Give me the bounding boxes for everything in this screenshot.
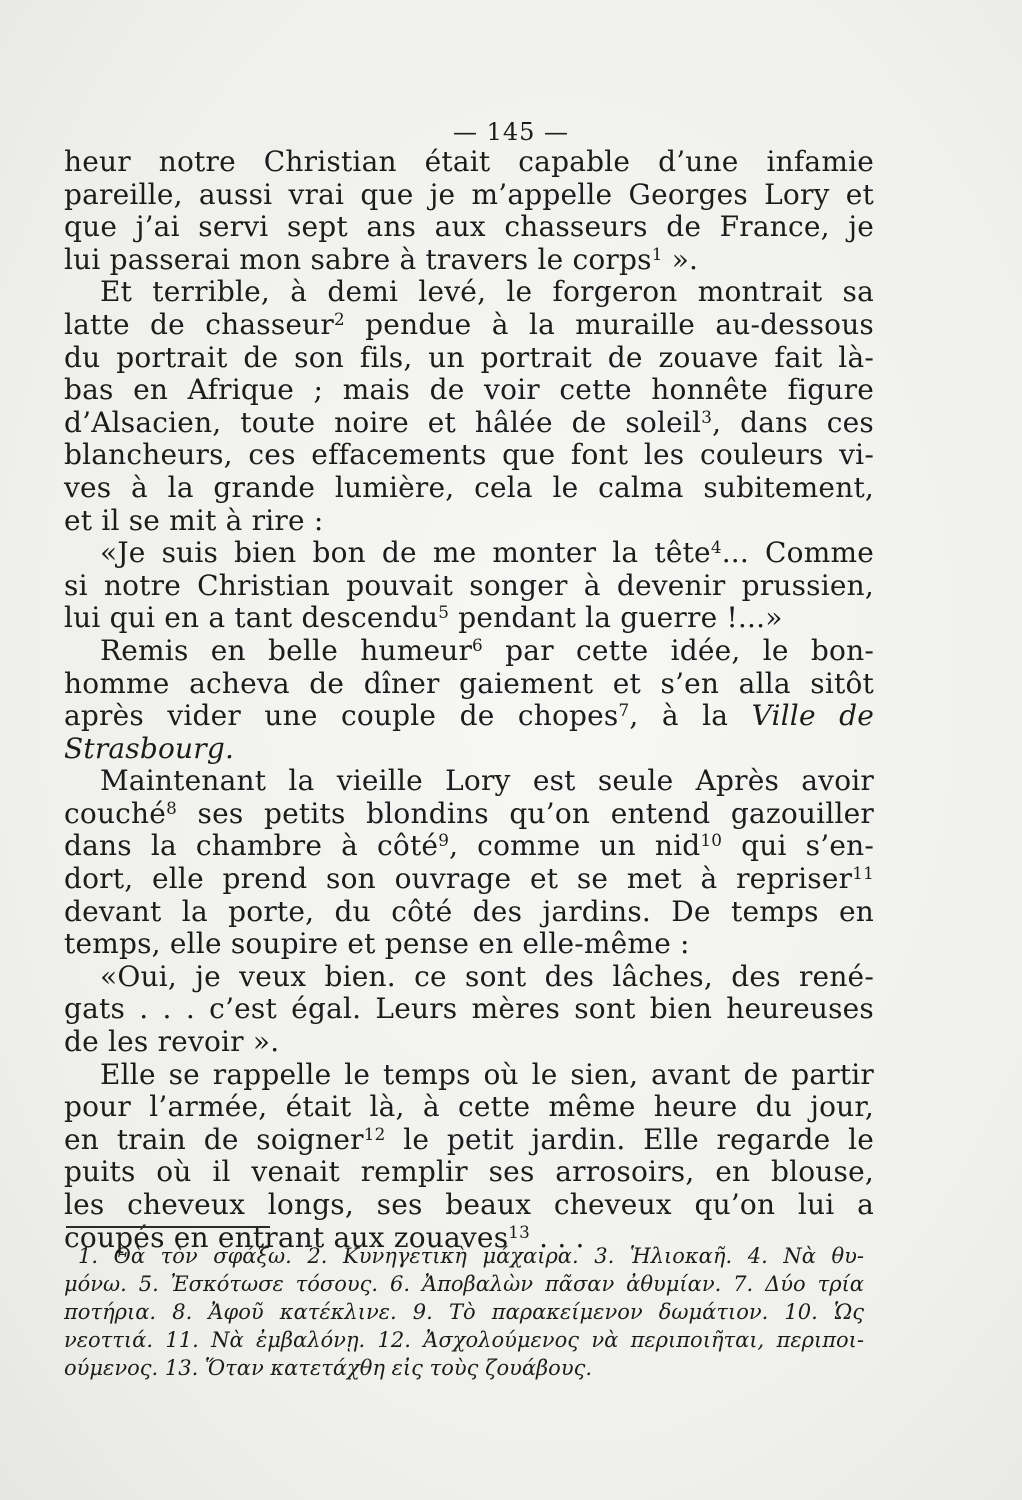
text-line: Remis en belle humeur$^6$ par cette idée, le bon- — [100, 633, 874, 667]
text-line: Elle se rappelle le temps où le sien, avant de partir — [100, 1057, 874, 1091]
text-line: couché$^8$ ses petits blondins qu’on entend gazouiller — [64, 796, 874, 830]
text-line: homme acheva de dîner gaiement et s’en alla sitôt — [64, 666, 874, 700]
text-line: gats . . . c’est égal. Leurs mères sont bien heureuses — [64, 992, 874, 1026]
footnote-line: ποτήρια. 8. Ἀφοῦ κατέκλινε. 9. Τὸ παρακείμενον δωμάτιον. 10. Ὡς — [64, 1300, 864, 1324]
footnotes — [64, 1242, 864, 1382]
text-line: lui passerai mon sabre à travers le corps$^1$ ». — [64, 242, 699, 276]
page-number: — 145 — — [452, 118, 570, 146]
text-line: du portrait de son fils, un portrait de zouave fait là- — [64, 340, 874, 374]
footnote-ref: 4 — [710, 536, 722, 557]
text-line: Maintenant la vieille Lory est seule Après avoir — [100, 764, 874, 798]
text-line: après vider une couple de chopes$^7$, à la Ville de — [64, 699, 874, 733]
footnote-ref: 9 — [438, 830, 450, 851]
footnote-ref: 7 — [618, 699, 630, 720]
text-line: les cheveux longs, ses beaux cheveux qu’on lui a — [64, 1188, 874, 1221]
text-line: heur notre Christian était capable d’une infamie — [64, 145, 874, 178]
footnote-line: νεοττιά. 11. Νὰ ἐμβαλόνῃ. 12. Ἀσχολούμενος νὰ περιποιῆται, περιποι- — [64, 1328, 864, 1352]
footnote-ref: 2 — [333, 308, 345, 329]
footnote-ref: 8 — [166, 797, 177, 818]
text-line: dort, elle prend son ouvrage et se met à repriser$^{11}$ — [64, 862, 874, 896]
text-line: en train de soigner$^{12}$ le petit jardin. Elle regarde le — [64, 1122, 875, 1156]
footnote-ref: 3 — [701, 406, 713, 427]
text-line: et il se mit à rire : — [64, 503, 324, 537]
text-line: Et terrible, à demi levé, le forgeron montrait sa — [100, 275, 874, 309]
footnote-divider — [66, 1226, 270, 1228]
text-line: de les revoir ». — [64, 1025, 280, 1059]
text-line: lui qui en a tant descendu$^5$ pendant la guerre !...» — [64, 601, 783, 635]
text-line: temps, elle soupire et pense en elle-même : — [64, 927, 690, 961]
text-line: Strasbourg. — [64, 731, 235, 765]
footnote-line: 1. Θὰ τὸν σφάξω. 2. Κυνηγετικὴ μάχαιρα. 3. Ἡλιοκαῆ. 4. Νὰ θυ- — [78, 1244, 864, 1268]
text-line: coupés en entrant aux zouaves$^{13}$ . . . — [64, 1220, 585, 1254]
footnote-ref: 10 — [700, 830, 723, 851]
footnote-line: μόνω. 5. Ἐσκότωσε τόσους. 6. Ἀποβαλὼν πᾶσαν ἀθυμίαν. 7. Δύο τρία — [64, 1272, 864, 1296]
footnote-ref: 12 — [363, 1123, 386, 1144]
footnote-ref: 11 — [852, 862, 874, 883]
footnote-ref: 13 — [508, 1221, 531, 1242]
text-line: ves à la grande lumière, cela le calma subitement, — [64, 470, 874, 504]
text-line: puits où il venait remplir ses arrosoirs, en blouse, — [64, 1155, 874, 1189]
text-line: si notre Christian pouvait songer à devenir prussien, — [64, 568, 874, 602]
footnote-ref: 5 — [438, 602, 450, 623]
text-line: d’Alsacien, toute noire et hâlée de soleil$^3$, dans ces — [64, 405, 874, 439]
text-line: «Je suis bien bon de me monter la tête$^4$... Comme — [100, 536, 874, 570]
text-line: bas en Afrique ; mais de voir cette honnête figure — [64, 373, 874, 407]
text-line: pareille, aussi vrai que je m’appelle Georges Lory et — [64, 177, 874, 211]
text-line: «Oui, je veux bien. ce sont des lâches, des rené- — [100, 959, 874, 993]
footnote-ref: 6 — [472, 634, 483, 655]
text-line: dans la chambre à côté$^9$, comme un nid$^{10}$ qui s’en- — [64, 829, 875, 863]
body-text — [64, 146, 874, 1254]
text-line: latte de chasseur$^2$ pendue à la muraille au-dessous — [64, 307, 874, 341]
footnote-line: ούμενος. 13. Ὅταν κατετάχθη εἰς τοὺς ζουάβους. — [64, 1356, 593, 1380]
text-line: pour l’armée, était là, à cette même heure du jour, — [64, 1090, 874, 1124]
text-line: que j’ai servi sept ans aux chasseurs de France, je — [64, 210, 874, 244]
text-line: blancheurs, ces effacements que font les couleurs vi- — [64, 438, 874, 472]
footnote-ref: 1 — [651, 243, 663, 264]
text-line: devant la porte, du côté des jardins. De temps en — [64, 894, 874, 928]
